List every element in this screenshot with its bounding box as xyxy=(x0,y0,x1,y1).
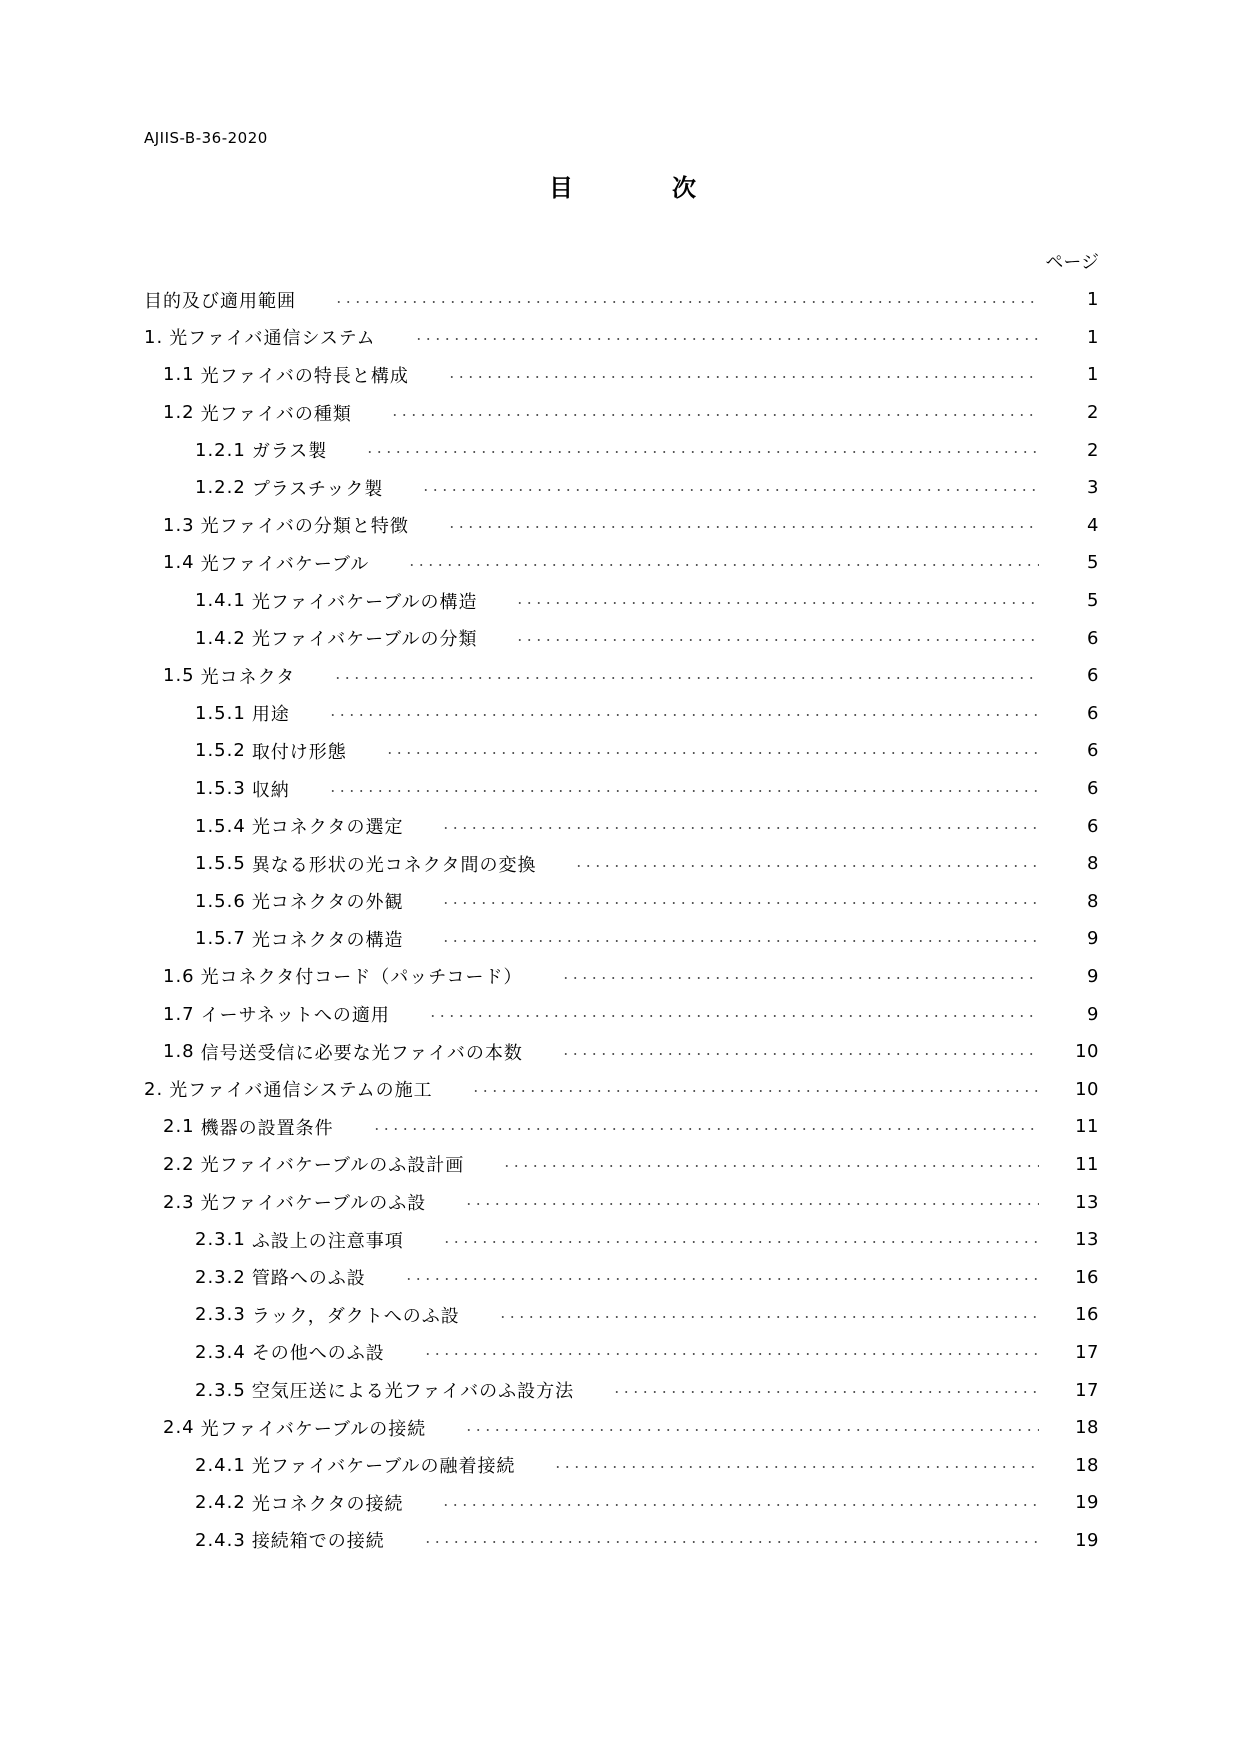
dot-leader xyxy=(334,301,1039,303)
toc-entry-label: プラスチック製 xyxy=(251,478,384,500)
toc-entry-label: 光ファイバケーブルのふ設計画 xyxy=(200,1155,465,1177)
dot-leader xyxy=(441,940,1039,942)
toc-entry-number: 1.6 xyxy=(163,965,195,987)
toc-entry xyxy=(144,1221,1099,1259)
dot-leader xyxy=(421,489,1039,491)
toc-entry-number: 2.1 xyxy=(163,1116,195,1138)
toc-entry-page-number: 9 xyxy=(1087,928,1099,950)
toc-entry-label: 用途 xyxy=(251,704,290,726)
toc-entry-page-number: 11 xyxy=(1075,1116,1099,1138)
toc-entry xyxy=(144,1070,1099,1108)
dot-leader xyxy=(328,790,1039,792)
toc-entry-page-number: 1 xyxy=(1087,364,1099,386)
dot-leader xyxy=(464,1429,1039,1431)
toc-entry-label: その他へのふ設 xyxy=(251,1343,385,1365)
toc-entry-number: 2.4.2 xyxy=(195,1492,246,1514)
toc-entry xyxy=(144,1183,1099,1221)
toc-entry-label: 光ファイバケーブルの接続 xyxy=(200,1418,427,1440)
toc-entry-number: 1.2 xyxy=(163,402,195,424)
toc-entry-page-number: 9 xyxy=(1087,965,1099,987)
toc-entry-page-number: 19 xyxy=(1075,1492,1099,1514)
dot-leader xyxy=(428,1015,1039,1017)
toc-entry-number: 1.5.5 xyxy=(195,853,246,875)
toc-entry-label: 光ファイバ通信システムの施工 xyxy=(169,1080,433,1102)
toc-entry-label: 光コネクタの接続 xyxy=(251,1493,404,1515)
toc-entry-label: 空気圧送による光ファイバのふ設方法 xyxy=(251,1381,575,1403)
toc-entry xyxy=(144,695,1099,733)
toc-entry xyxy=(144,1446,1099,1484)
toc-entry xyxy=(144,807,1099,845)
toc-entry-page-number: 2 xyxy=(1087,439,1099,461)
toc-entry xyxy=(144,1146,1099,1184)
toc-entry-number: 1.7 xyxy=(163,1003,195,1025)
toc-entry-page-number: 17 xyxy=(1075,1341,1099,1363)
toc-entry-number: 1.5.1 xyxy=(195,702,246,724)
dot-leader xyxy=(423,1353,1039,1355)
toc-entry-label: イーサネットへの適用 xyxy=(200,1005,390,1027)
toc-entry-page-number: 16 xyxy=(1075,1304,1099,1326)
toc-entry xyxy=(144,1409,1099,1447)
toc-entry-page-number: 6 xyxy=(1087,627,1099,649)
dot-leader xyxy=(404,1278,1039,1280)
toc-entry-number: 1. xyxy=(144,326,164,348)
toc-entry xyxy=(144,544,1099,582)
dot-leader xyxy=(561,977,1039,979)
toc-entry-label: 光ファイバケーブル xyxy=(200,553,370,575)
toc-entry-number: 2.4 xyxy=(163,1417,195,1439)
toc-entry xyxy=(144,281,1099,319)
toc-entry-number: 1.5.6 xyxy=(195,890,246,912)
toc-entry-page-number: 3 xyxy=(1087,477,1099,499)
toc-entry-page-number: 6 xyxy=(1087,702,1099,724)
toc-entry-number: 2.3.3 xyxy=(195,1304,246,1326)
toc-entry-page-number: 13 xyxy=(1075,1191,1099,1213)
toc-entry-label: 接続箱での接続 xyxy=(251,1531,385,1553)
dot-leader xyxy=(333,677,1039,679)
dot-leader xyxy=(561,1053,1039,1055)
toc-entry xyxy=(144,883,1099,921)
document-code: AJIIS-B-36-2020 xyxy=(144,129,268,147)
toc-entry-page-number: 6 xyxy=(1087,815,1099,837)
toc-entry-page-number: 19 xyxy=(1075,1529,1099,1551)
dot-leader xyxy=(365,451,1039,453)
toc-entry-number: 1.5.3 xyxy=(195,778,246,800)
toc-entry-number: 2.3.1 xyxy=(195,1229,246,1251)
dot-leader xyxy=(441,827,1039,829)
toc-entry-label: 目的及び適用範囲 xyxy=(144,290,296,312)
toc-entry-label: 光コネクタ xyxy=(200,666,296,688)
toc-entry-label: ふ設上の注意事項 xyxy=(251,1230,404,1252)
toc-entry-label: 取付け形態 xyxy=(251,741,347,763)
toc-entry xyxy=(144,732,1099,770)
toc-entry-label: 光ファイバケーブルのふ設 xyxy=(200,1193,427,1215)
toc-entry-number: 1.2.2 xyxy=(195,477,246,499)
toc-entry-page-number: 5 xyxy=(1087,590,1099,612)
title-char-2: 次 xyxy=(672,174,696,202)
toc-entry-number: 2.4.3 xyxy=(195,1529,246,1551)
toc-entry-label: 光ファイバの特長と構成 xyxy=(200,365,409,387)
toc-entry xyxy=(144,582,1099,620)
toc-entry-label: ガラス製 xyxy=(251,441,328,463)
toc-entry-label: 光ファイバケーブルの構造 xyxy=(251,591,478,613)
toc-entry-label: 機器の設置条件 xyxy=(200,1117,334,1139)
toc-entry-number: 2. xyxy=(144,1078,164,1100)
toc-entry-page-number: 8 xyxy=(1087,853,1099,875)
toc-entry xyxy=(144,845,1099,883)
dot-leader xyxy=(574,865,1039,867)
toc-entry xyxy=(144,1258,1099,1296)
toc-entry-label: 異なる形状の光コネクタ間の変換 xyxy=(251,854,537,876)
dot-leader xyxy=(515,639,1039,641)
toc-entry-page-number: 10 xyxy=(1075,1078,1099,1100)
toc-entry-label: 光コネクタの構造 xyxy=(251,929,404,951)
title-char-1: 目 xyxy=(549,174,573,202)
dot-leader xyxy=(441,902,1039,904)
toc-entry-page-number: 17 xyxy=(1075,1379,1099,1401)
toc-entry-label: 光ファイバケーブルの分類 xyxy=(251,629,478,651)
dot-leader xyxy=(414,338,1039,340)
toc-entry xyxy=(144,356,1099,394)
toc-entry-number: 1.5.7 xyxy=(195,928,246,950)
toc-entry-number: 1.4.2 xyxy=(195,627,246,649)
toc-entry-number: 2.2 xyxy=(163,1153,195,1175)
toc-entry-page-number: 4 xyxy=(1087,514,1099,536)
toc-entry-page-number: 6 xyxy=(1087,740,1099,762)
dot-leader xyxy=(441,1504,1039,1506)
dot-leader xyxy=(447,526,1039,528)
dot-leader xyxy=(372,1128,1039,1130)
dot-leader xyxy=(385,752,1039,754)
toc-entry-number: 1.2.1 xyxy=(195,439,246,461)
toc-entry xyxy=(144,1484,1099,1522)
toc-entry xyxy=(144,1371,1099,1409)
toc-entry-label: 光ファイバの分類と特徴 xyxy=(200,516,409,538)
toc-entry-label: 収納 xyxy=(251,779,290,801)
toc-entry xyxy=(144,920,1099,958)
toc-entry-page-number: 13 xyxy=(1075,1229,1099,1251)
table-of-contents xyxy=(144,281,1099,1559)
page-title xyxy=(0,168,1241,204)
dot-leader xyxy=(447,376,1039,378)
toc-entry-number: 2.4.1 xyxy=(195,1454,246,1476)
dot-leader xyxy=(502,1165,1039,1167)
toc-entry-label: 光コネクタの外観 xyxy=(251,892,404,914)
dot-leader xyxy=(423,1541,1039,1543)
dot-leader xyxy=(515,602,1039,604)
toc-entry-label: 管路へのふ設 xyxy=(251,1268,366,1290)
toc-entry-label: 信号送受信に必要な光ファイバの本数 xyxy=(200,1042,523,1064)
toc-entry-number: 1.1 xyxy=(163,364,195,386)
toc-entry-page-number: 18 xyxy=(1075,1417,1099,1439)
dot-leader xyxy=(407,564,1039,566)
toc-entry-label: 光ファイバの種類 xyxy=(200,403,352,425)
toc-entry-number: 1.4 xyxy=(163,552,195,574)
toc-entry-number: 2.3.5 xyxy=(195,1379,246,1401)
dot-leader xyxy=(442,1241,1039,1243)
toc-entry-label: 光コネクタ付コード（パッチコード） xyxy=(200,967,523,989)
toc-entry xyxy=(144,995,1099,1033)
toc-entry-label: 光ファイバ通信システム xyxy=(169,328,376,350)
toc-entry-number: 1.5.2 xyxy=(195,740,246,762)
toc-entry-number: 1.5.4 xyxy=(195,815,246,837)
toc-entry xyxy=(144,1108,1099,1146)
page-column-label: ページ xyxy=(1045,252,1099,273)
toc-entry xyxy=(144,319,1099,357)
dot-leader xyxy=(464,1203,1039,1205)
dot-leader xyxy=(553,1466,1039,1468)
toc-entry-label: 光コネクタの選定 xyxy=(251,817,404,839)
toc-entry-number: 1.3 xyxy=(163,514,195,536)
toc-entry-label: ラック，ダクトへのふ設 xyxy=(251,1305,460,1327)
dot-leader xyxy=(390,414,1039,416)
toc-entry xyxy=(144,770,1099,808)
toc-entry-page-number: 16 xyxy=(1075,1266,1099,1288)
toc-entry-page-number: 2 xyxy=(1087,402,1099,424)
toc-entry-number: 1.4.1 xyxy=(195,590,246,612)
dot-leader xyxy=(471,1090,1039,1092)
toc-entry-page-number: 5 xyxy=(1087,552,1099,574)
toc-entry-page-number: 18 xyxy=(1075,1454,1099,1476)
toc-entry-page-number: 11 xyxy=(1075,1153,1099,1175)
toc-entry-page-number: 6 xyxy=(1087,665,1099,687)
toc-entry-page-number: 6 xyxy=(1087,778,1099,800)
toc-entry xyxy=(144,431,1099,469)
toc-entry xyxy=(144,1522,1099,1560)
dot-leader xyxy=(498,1316,1039,1318)
toc-entry xyxy=(144,619,1099,657)
dot-leader xyxy=(612,1391,1039,1393)
toc-entry xyxy=(144,657,1099,695)
toc-entry xyxy=(144,507,1099,545)
toc-entry-number: 2.3.4 xyxy=(195,1341,246,1363)
toc-entry-page-number: 9 xyxy=(1087,1003,1099,1025)
toc-entry-number: 1.5 xyxy=(163,665,195,687)
toc-entry xyxy=(144,1334,1099,1372)
toc-entry-page-number: 8 xyxy=(1087,890,1099,912)
toc-entry-number: 2.3 xyxy=(163,1191,195,1213)
toc-entry xyxy=(144,469,1099,507)
toc-entry-page-number: 1 xyxy=(1087,289,1099,311)
toc-entry xyxy=(144,1296,1099,1334)
toc-entry-page-number: 1 xyxy=(1087,326,1099,348)
toc-entry xyxy=(144,394,1099,432)
toc-entry-page-number: 10 xyxy=(1075,1041,1099,1063)
toc-entry-number: 1.8 xyxy=(163,1041,195,1063)
toc-entry-number: 2.3.2 xyxy=(195,1266,246,1288)
dot-leader xyxy=(328,714,1039,716)
toc-entry-label: 光ファイバケーブルの融着接続 xyxy=(251,1456,516,1478)
toc-entry xyxy=(144,1033,1099,1071)
toc-entry xyxy=(144,958,1099,996)
